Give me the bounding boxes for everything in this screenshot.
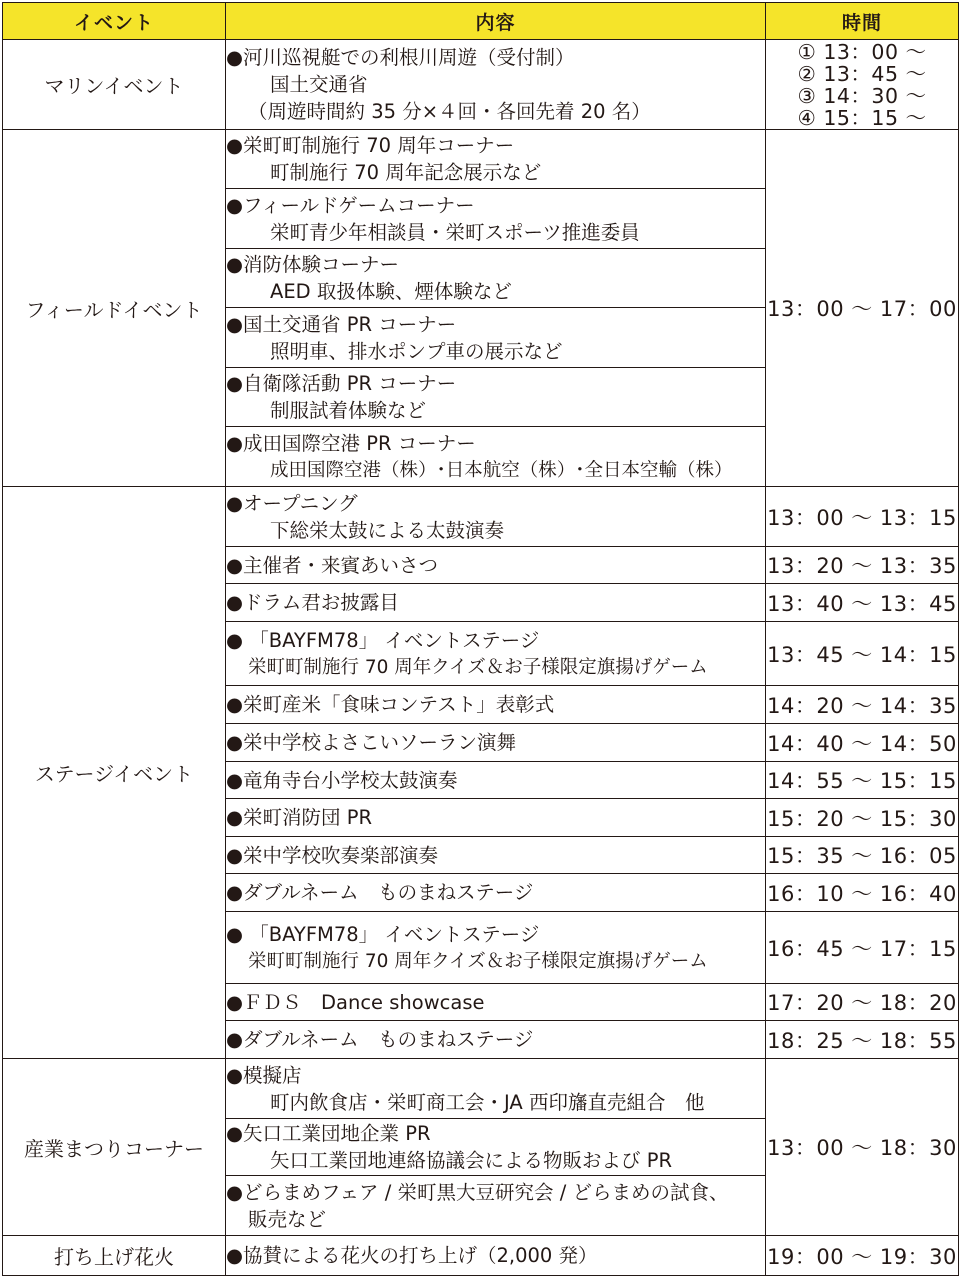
field-item bbox=[226, 249, 766, 308]
field-event-cell: フィールドイベント bbox=[3, 130, 226, 487]
stage-item-title: ●オープニング bbox=[226, 491, 358, 515]
stage-time: 14：20 〜 14：35 bbox=[766, 686, 959, 724]
stage-time: 13：45 〜 14：15 bbox=[766, 622, 959, 686]
stage-time: 16：45 〜 17：15 bbox=[766, 912, 959, 984]
fireworks-row bbox=[3, 1236, 959, 1276]
industry-item-sub: 販売など bbox=[248, 1207, 327, 1231]
marine-time-cell bbox=[766, 40, 959, 130]
marine-item-org: 国土交通省 bbox=[270, 73, 368, 96]
industry-item bbox=[226, 1119, 766, 1176]
field-item-sub: 栄町青少年相談員・栄町スポーツ推進委員 bbox=[270, 220, 640, 244]
field-item-sub: 制服試着体験など bbox=[270, 399, 427, 422]
header-content: 内容 bbox=[226, 3, 766, 40]
stage-row bbox=[3, 487, 959, 547]
header-event: イベント bbox=[3, 3, 226, 40]
stage-time: 14：55 〜 15：15 bbox=[766, 762, 959, 799]
stage-item-title: ●栄町消防団 PR bbox=[226, 806, 373, 829]
header-row bbox=[3, 3, 959, 40]
marine-content-cell bbox=[226, 40, 766, 130]
field-item-sub: 成田国際空港（株）･日本航空（株）･全日本空輸（株） bbox=[270, 459, 733, 481]
field-item-title: ●フィールドゲームコーナー bbox=[226, 193, 475, 217]
marine-row bbox=[3, 40, 959, 130]
stage-item bbox=[226, 799, 766, 837]
field-item-title: ●成田国際空港 PR コーナー bbox=[226, 431, 476, 455]
stage-item bbox=[226, 874, 766, 912]
stage-event-cell: ステージイベント bbox=[3, 487, 226, 1059]
marine-time-2: ② 13：45 〜 bbox=[797, 61, 927, 86]
stage-time: 15：20 〜 15：30 bbox=[766, 799, 959, 837]
marine-item-title: ●河川巡視艇での利根川周遊（受付制） bbox=[226, 46, 575, 69]
field-item bbox=[226, 368, 766, 427]
stage-item-title: ● 「BAYFM78」 イベントステージ bbox=[226, 628, 540, 652]
field-item bbox=[226, 427, 766, 487]
industry-item bbox=[226, 1176, 766, 1236]
industry-item-sub: 町内飲食店・栄町商工会・JA 西印旛直売組合 他 bbox=[270, 1090, 705, 1114]
stage-item bbox=[226, 622, 766, 686]
marine-item-note: （周遊時間約 35 分×４回・各回先着 20 名） bbox=[248, 100, 651, 123]
stage-item-title: ●主催者・来賓あいさつ bbox=[226, 553, 439, 577]
header-time: 時間 bbox=[766, 3, 959, 40]
field-item bbox=[226, 189, 766, 249]
field-item-title: ●栄町町制施行 70 周年コーナー bbox=[226, 134, 515, 157]
stage-item bbox=[226, 686, 766, 724]
field-item bbox=[226, 308, 766, 368]
marine-time-1: ① 13：00 〜 bbox=[797, 39, 927, 64]
stage-time: 18：25 〜 18：55 bbox=[766, 1021, 959, 1059]
stage-item-title: ●ダブルネーム ものまねステージ bbox=[226, 1028, 534, 1051]
industry-time-cell: 13：00 〜 18：30 bbox=[766, 1059, 959, 1236]
stage-item bbox=[226, 724, 766, 762]
industry-item-title: ●模擬店 bbox=[226, 1063, 302, 1087]
field-item-title: ●消防体験コーナー bbox=[226, 253, 400, 276]
industry-item-title: ●矢口工業団地企業 PR bbox=[226, 1122, 431, 1145]
industry-row bbox=[3, 1059, 959, 1119]
industry-item-title: ●どらまめフェア / 栄町黒大豆研究会 / どらまめの試食、 bbox=[226, 1180, 729, 1204]
stage-item bbox=[226, 984, 766, 1021]
stage-item-title: ●ダブルネーム ものまねステージ bbox=[226, 881, 534, 904]
stage-item bbox=[226, 547, 766, 584]
stage-item bbox=[226, 487, 766, 547]
stage-item bbox=[226, 837, 766, 874]
field-time-cell: 13：00 〜 17：00 bbox=[766, 130, 959, 487]
stage-item-title: ●ＦＤＳ Dance showcase bbox=[226, 990, 485, 1014]
stage-item-title: ●栄中学校吹奏楽部演奏 bbox=[226, 843, 439, 867]
stage-time: 16：10 〜 16：40 bbox=[766, 874, 959, 912]
stage-time: 17：20 〜 18：20 bbox=[766, 984, 959, 1021]
fireworks-time-cell: 19：00 〜 19：30 bbox=[766, 1236, 959, 1276]
stage-time: 13：40 〜 13：45 bbox=[766, 584, 959, 622]
stage-item-title: ●竜角寺台小学校太鼓演奏 bbox=[226, 768, 458, 792]
stage-item-sub: 栄町町制施行 70 周年クイズ＆お子様限定旗揚げゲーム bbox=[248, 950, 708, 972]
stage-item-title: ●栄町産米「食味コンテスト」表彰式 bbox=[226, 693, 555, 716]
stage-item bbox=[226, 584, 766, 622]
marine-time-3: ③ 14：30 〜 bbox=[797, 83, 927, 108]
stage-item bbox=[226, 762, 766, 799]
fireworks-item-title: ●協賛による花火の打ち上げ（2,000 発） bbox=[226, 1244, 598, 1267]
stage-item bbox=[226, 912, 766, 984]
field-row bbox=[3, 130, 959, 189]
stage-time: 14：40 〜 14：50 bbox=[766, 724, 959, 762]
fireworks-event-cell: 打ち上げ花火 bbox=[3, 1236, 226, 1276]
schedule-table bbox=[2, 2, 959, 1276]
stage-time: 13：00 〜 13：15 bbox=[766, 487, 959, 547]
stage-item-title: ●栄中学校よさこいソーラン演舞 bbox=[226, 731, 517, 754]
fireworks-item bbox=[226, 1236, 766, 1276]
marine-time-4: ④ 15：15 〜 bbox=[797, 105, 927, 130]
stage-time: 13：20 〜 13：35 bbox=[766, 547, 959, 584]
stage-item-title: ●ドラム君お披露目 bbox=[226, 591, 399, 614]
stage-item-sub: 栄町町制施行 70 周年クイズ＆お子様限定旗揚げゲーム bbox=[248, 656, 708, 678]
field-item-title: ●国土交通省 PR コーナー bbox=[226, 312, 457, 336]
stage-item-sub: 下総栄太鼓による太鼓演奏 bbox=[270, 518, 505, 542]
stage-item-title: ● 「BAYFM78」 イベントステージ bbox=[226, 922, 540, 946]
industry-event-cell: 産業まつりコーナー bbox=[3, 1059, 226, 1236]
stage-time: 15：35 〜 16：05 bbox=[766, 837, 959, 874]
stage-item bbox=[226, 1021, 766, 1059]
field-item bbox=[226, 130, 766, 189]
field-item-sub: AED 取扱体験、煙体験など bbox=[270, 280, 512, 303]
marine-event-cell: マリンイベント bbox=[3, 40, 226, 130]
industry-item-sub: 矢口工業団地連絡協議会による物販および PR bbox=[270, 1149, 673, 1172]
field-item-sub: 照明車、排水ポンプ車の展示など bbox=[270, 339, 563, 363]
field-item-title: ●自衛隊活動 PR コーナー bbox=[226, 372, 457, 395]
field-item-sub: 町制施行 70 周年記念展示など bbox=[270, 161, 542, 184]
industry-item bbox=[226, 1059, 766, 1119]
